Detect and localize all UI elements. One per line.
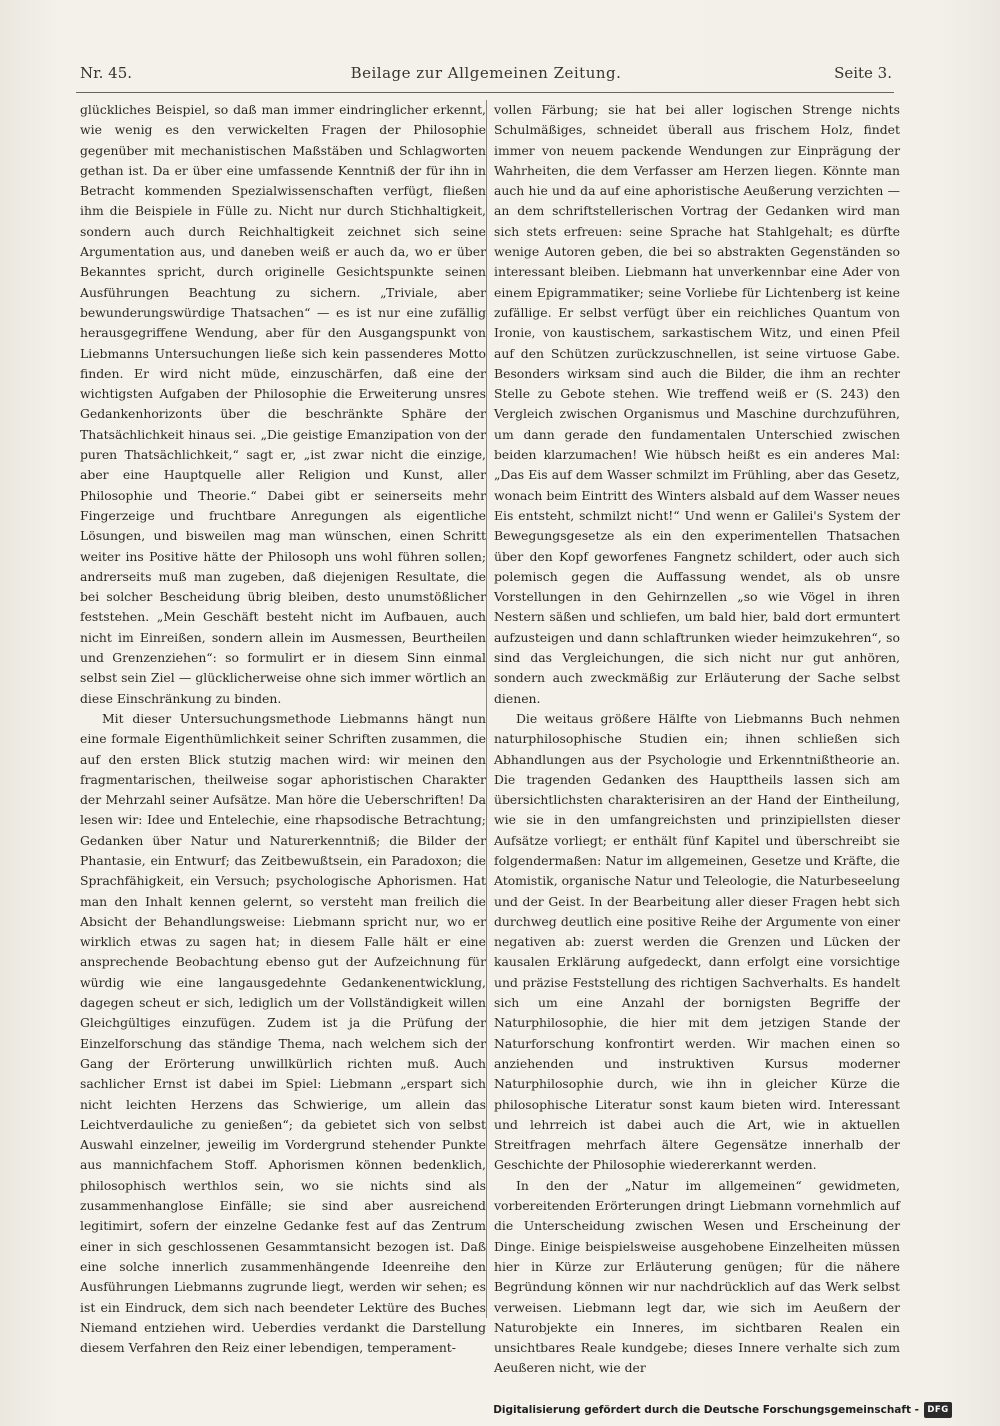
text-column-right [494, 100, 900, 1376]
paragraph: Mit dieser Untersuchungsmethode Liebmanns hängt nun eine formale Eigenthümlichkeit seiner Schriften zusammen, die auf den ersten Blick stutzig machen wird: wir meinen den fragmentarischen, theilweise sogar aphoristischen Charakter der Mehrzahl seiner Aufsätze. Man höre die Ueberschriften! Da lesen wir: Idee und Entelechie, eine rhapsodische Betrachtung; Gedanken über Natur und Naturerkenntniß; die Bilder der Phantasie, ein Entwurf; das Zeitbewußtsein, ein Paradoxon; die Sprachfähigkeit, ein Versuch; psychologische Aphorismen. Hat man den Inhalt kennen gelernt, so versteht man freilich die Absicht der Behandlungsweise: Liebmann spricht nur, wo er wirklich etwas zu sagen hat; in diesem Falle hält er eine ansprechende Beobachtung ebenso gut der Aufzeichnung für würdig wie eine langausgedehnte Gedankenentwicklung, dagegen scheut er sich, lediglich um der Vollständigkeit willen Gleichgültiges einzufügen. Zudem ist ja die Prüfung der Einzelforschung das ständige Thema, nach welchem sich der Gang der Erörterung unwillkürlich richten muß. Auch sachlicher Ernst ist dabei im Spiel: Liebmann „erspart sich nicht leichten Herzens das Schwierige, um allein das Leichtverdauliche zu genießen“; da gebietet sich von selbst Auswahl einzelner, jeweilig im Vordergrund stehender Punkte aus mannichfachem Stoff. Aphorismen können bedenklich, philosophisch werthlos sein, wo sie nichts sind als zusammenhanglose Einfälle; sie sind aber ausreichend legitimirt, sofern der einzelne Gedanke fest auf das Zentrum einer in sich geschlossenen Gesammtansicht bezogen ist. Daß eine solche innerlich zusammenhängende Ideenreihe den Ausführungen Liebmanns zugrunde liegt, werden wir sehen; es ist ein Eindruck, dem sich nach beendeter Lektüre des Buches Niemand entziehen wird. Ueberdies verdankt die Darstellung diesem Verfahren den Reiz einer lebendigen, temperament- [80, 710, 486, 1356]
publication-title: Beilage zur Allgemeinen Zeitung. [350, 64, 622, 82]
column-divider [486, 100, 487, 1318]
paragraph: vollen Färbung; sie hat bei aller logischen Strenge nichts Schulmäßiges, schneidet überall aus frischem Holz, findet immer von neuem packende Wendungen zur Einprägung der Wahrheiten, die dem Verfasser am Herzen liegen. Könnte man auch hie und da auf eine aphoristische Aeußerung verzichten — an dem schriftstellerischen Vortrag der Gedanken wird man sich stets erfreuen: seine Sprache hat Stahlgehalt; es dürfte wenige Autoren geben, die bei so abstrakten Gegenständen so interessant bleiben. Liebmann hat unverkennbar eine Ader von einem Epigrammatiker; seine Vorliebe für Lichtenberg ist keine zufällige. Er selbst verfügt über ein reichliches Quantum von Ironie, von kaustischem, sarkastischem Witz, und einen Pfeil auf den Schützen zurückzuschnellen, ist seine virtuose Gabe. Besonders wirksam sind auch die Bilder, die ihm an rechter Stelle zu Gebote stehen. Wie treffend weiß er (S. 243) den Vergleich zwischen Organismus und Maschine durchzuführen, um dann gerade den fundamentalen Unterschied zwischen beiden klarzumachen! Wie hübsch heißt es ein anderes Mal: „Das Eis auf dem Wasser schmilzt im Frühling, aber das Gesetz, wonach beim Eintritt des Winters alsbald auf dem Wasser neues Eis entsteht, schmilzt nicht!“ Und wenn er Galilei's System der Bewegungsgesetze als ein den experimentellen Thatsachen über den Kopf geworfenes Fangnetz schildert, oder auch sich polemisch gegen die Auffassung wendet, als ob unsre Vorstellungen in den Gehirnzellen „so wie Vögel in ihren Nestern säßen und schliefen, um bald hier, bald dort ermuntert aufzusteigen und dann schlaftrunken wieder heimzukehren“, so sind das Vergleichungen, die sich nicht nur gut anhören, sondern auch zweckmäßig zur Erläuterung der Sache selbst dienen. [494, 102, 900, 706]
paragraph: Die weitaus größere Hälfte von Liebmanns Buch nehmen naturphilosophische Studien ein; ihnen schließen sich Abhandlungen aus der Psychologie und Erkenntnißtheorie an. Die tragenden Gedanken des Haupttheils lassen sich am übersichtlichsten charakterisiren an der Hand der Eintheilung, wie sie in den umfangreichsten und prinzipiellsten dieser Aufsätze vorliegt; er enthält fünf Kapitel und überschreibt sie folgendermaßen: Natur im allgemeinen, Gesetze und Kräfte, die Atomistik, organische Natur und Teleologie, die Naturbeseelung und der Geist. In der Bearbeitung aller dieser Fragen hebt sich durchweg deutlich eine positive Reihe der Argumente von einer negativen ab: zuerst werden die Grenzen und Lücken der kausalen Erklärung aufgedeckt, dann erfolgt eine vorsichtige und präzise Feststellung des richtigen Sachverhalts. Es handelt sich um eine Anzahl der bornigsten Begriffe der Naturphilosophie, die hier mit dem jetzigen Stande der Naturforschung konfrontirt werden. Wir machen einen so anziehenden und instruktiven Kursus moderner Naturphilosophie durch, wie ihn in gleicher Kürze die philosophische Literatur sonst kaum bieten wird. Interessant und lehrreich ist dabei auch die Art, wie in aktuellen Streitfragen mehrfach ältere Gegensätze innerhalb der Geschichte der Philosophie wiedererkannt werden. [494, 710, 900, 1173]
credit-text: Digitalisierung gefördert durch die Deutsche Forschungsgemeinschaft - [493, 1404, 919, 1416]
page-number: Seite 3. [834, 64, 892, 82]
dfg-logo-icon: DFG [924, 1402, 952, 1418]
paragraph: In den der „Natur im allgemeinen“ gewidmeten, vorbereitenden Erörterungen dringt Liebmann vornehmlich auf die Unterscheidung zwischen Wesen und Erscheinung der Dinge. Einige beispielsweise ausgehobene Einzelheiten müssen hier in Kürze zur Erläuterung genügen; für die nähere Begründung können wir nur nachdrücklich auf das Werk selbst verweisen. Liebmann legt dar, wie sich im Aeußern der Naturobjekte ein Inneres, im sichtbaren Realen ein unsichtbares Reale kundgebe; dieses Innere verhalte sich zum Aeußeren nicht, wie der [494, 1177, 900, 1376]
digitization-credit [493, 1402, 952, 1418]
issue-number: Nr. 45. [80, 64, 133, 82]
running-head [80, 60, 892, 90]
paragraph: glückliches Beispiel, so daß man immer eindringlicher erkennt, wie wenig es den verwickelten Fragen der Philosophie gegenüber mit mechanistischen Maßstäben und Schlagworten gethan ist. Da er über eine umfassende Kenntniß der für ihn in Betracht kommenden Spezialwissenschaften verfügt, fließen ihm die Beispiele in Fülle zu. Nicht nur durch Stichhaltigkeit, sondern auch durch Reichhaltigkeit zeichnet sich seine Argumentation aus, und daneben weiß er auch da, wo er über Bekanntes spricht, durch originelle Gesichtspunkte seinen Ausführungen Beachtung zu sichern. „Triviale, aber bewunderungswürdige Thatsachen“ — es ist nur eine zufällig herausgegriffene Wendung, aber für den Ausgangspunkt von Liebmanns Untersuchungen ließe sich kein passenderes Motto finden. Er wird nicht müde, einzuschärfen, daß eine der wichtigsten Aufgaben der Philosophie die Erweiterung unsres Gedankenhorizonts über die beschränkte Sphäre der Thatsächlichkeit hinaus sei. „Die geistige Emanzipation von der puren Thatsächlichkeit,“ sagt er, „ist zwar nicht die einzige, aber eine Hauptquelle aller Religion und Kunst, aller Philosophie und Theorie.“ Dabei gibt er seinerseits mehr Fingerzeige und fruchtbare Anregungen als eigentliche Lösungen, und bisweilen mag man wünschen, einen Schritt weiter ins Positive hätte der Philosoph uns wohl führen sollen; andrerseits muß man zugeben, daß diejenigen Resultate, die bei solcher Bescheidung übrig bleiben, desto unumstößlicher feststehen. „Mein Geschäft besteht nicht im Aufbauen, auch nicht im Einreißen, sondern allein im Ausmessen, Beurtheilen und Grenzenziehen“: so formulirt er in diesem Sinn einmal selbst sein Ziel — glücklicherweise ohne sich immer wörtlich an diese Einschränkung zu binden. [80, 102, 486, 706]
header-rule [76, 92, 894, 93]
text-column-left [80, 100, 486, 1356]
